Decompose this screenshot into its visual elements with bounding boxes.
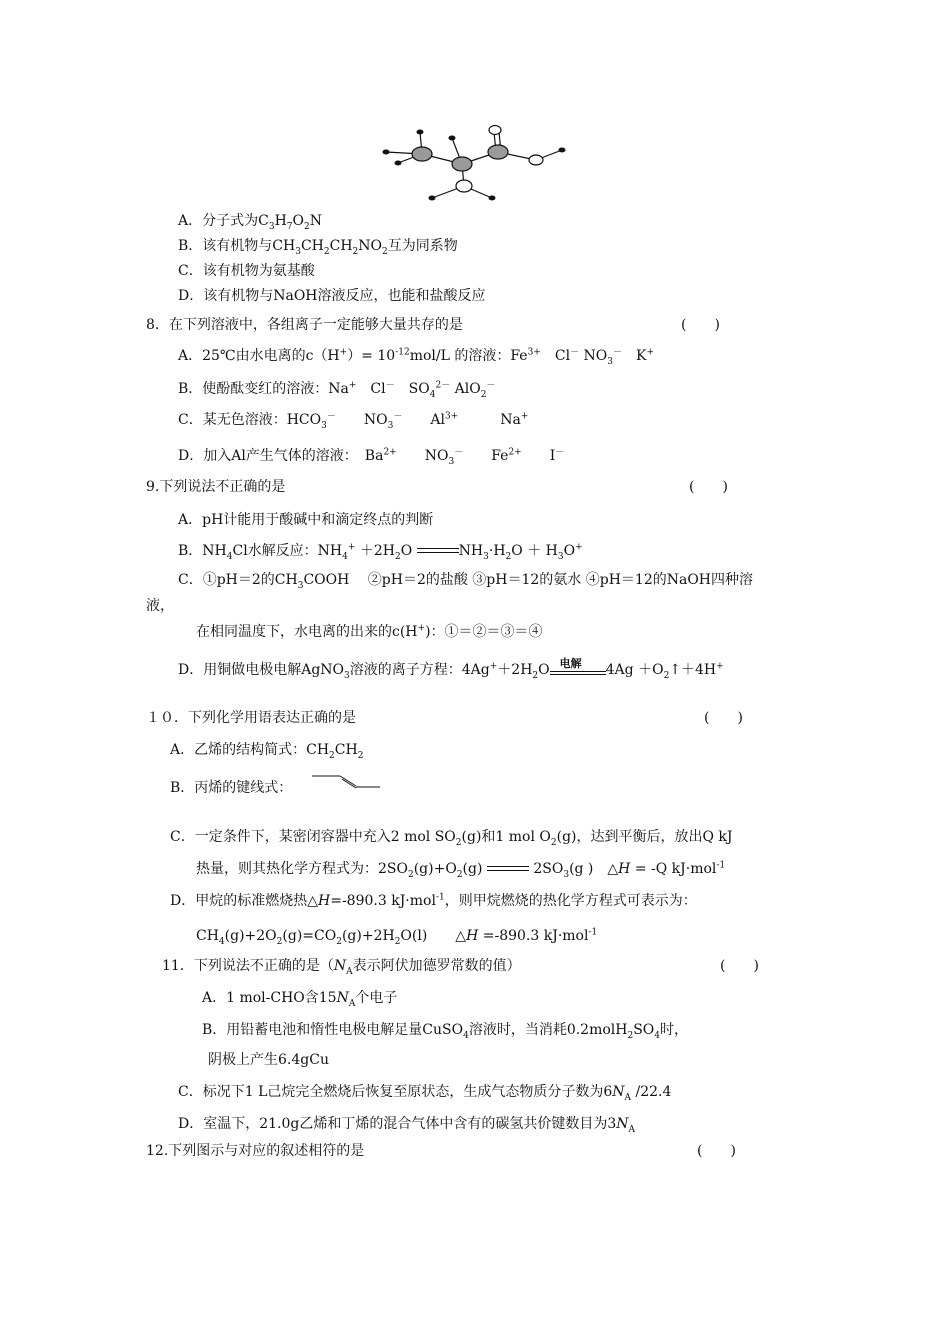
q7-option-d: D．该有机物与NaOH溶液反应，也能和盐酸反应 — [178, 288, 486, 304]
q9-option-c-line3: 在相同温度下，水电离的出来的c(H+)：①＝②＝③＝④ — [196, 623, 543, 640]
q8-stem: 8．在下列溶液中，各组离子一定能够大量共存的是 — [146, 317, 463, 333]
molecule-model-figure — [370, 118, 580, 208]
q10-option-d-line2: $CH_4(g)+2O_2(g)=CO_2(g)+2H_2O(l)$ △H =-890.3 kJ·mol$^{-1}$ — [196, 927, 598, 947]
q8-option-b: B．使酚酞变红的溶液：Na+ Cl－ $SO_4^{2-}$ AlO$_2$－ — [178, 380, 496, 400]
q11-stem: 11．下列说法不正确的是（$N_A$表示阿伏加德罗常数的值） — [162, 958, 521, 977]
q8-option-d: D．加入Al产生气体的溶液： $Ba^{2+}$ $NO_3^-$ $Fe^{2+}$ I－ — [178, 447, 565, 467]
q7-option-c: C．该有机物为氨基酸 — [178, 263, 315, 279]
q10-option-b: B．丙烯的键线式： — [170, 780, 293, 796]
q11-option-c: C．标况下1 L己烷完全燃烧后恢复至原状态，生成气态物质分子数为$6N_A$ /22.4 — [178, 1084, 672, 1103]
q11-option-b-line1: B．用铅蓄电池和惰性电极电解足量CuSO$_4$溶液时，当消耗$0.2molH_2SO_4$时， — [202, 1022, 689, 1041]
q11-option-d: D．室温下，21.0g乙烯和丁烯的混合气体中含有的碳氢共价键数目为$3N_A$ — [178, 1116, 636, 1135]
q9-answer-paren: ( ) — [689, 479, 728, 495]
electrolysis-label: 电解 — [559, 657, 582, 670]
q12-answer-paren: ( ) — [697, 1143, 736, 1159]
q10-stem: １０．下列化学用语表达正确的是 — [146, 710, 356, 726]
q8-option-c: C．某无色溶液：$HCO_3^-$ $NO_3^-$ $Al^{3+}$ Na+ — [178, 411, 529, 431]
q8-option-a: A．25℃由水电离的$c(H^+)= 10^{-12}mol/L$ 的溶液：$Fe^{3+}$ Cl－ $NO_3^-$ K+ — [178, 347, 655, 367]
q8-answer-paren: ( ) — [681, 317, 720, 333]
q10-option-c-line2: 热量，则其热化学方程式为：$2SO_2(g)+O_2(g)$ $2SO_3(g$ ) △H = -Q kJ·mol$^{-1}$ — [196, 860, 726, 880]
q10-option-c-line1: C．一定条件下，某密闭容器中充入2 mol $SO_2(g)$和1 mol $O_2(g)$，达到平衡后，放出Q kJ — [170, 829, 733, 848]
q9-stem: 9.下列说法不正确的是 — [146, 479, 286, 495]
propene-skeletal-formula — [312, 774, 382, 794]
q10-option-d-line1: D．甲烷的标准燃烧热△H=-890.3 kJ·mol$^{-1}$，则甲烷燃烧的热化学方程式可表示为： — [170, 892, 697, 909]
q9-option-d: D．用铜做电极电解AgNO$_3$溶液的离子方程：$4Ag^++2H_2O$ 电解 $4Ag +O_2↑+4H^+$ — [178, 660, 724, 680]
q11-answer-paren: ( ) — [720, 958, 759, 974]
q9-option-c-line1: C．①pH＝2的$CH_3COOH$ ②pH＝2的盐酸 ③pH＝12的氨水 ④pH＝12的NaOH四种溶 — [178, 572, 754, 591]
q11-option-a: A．1 mol-CHO含$15N_A$个电子 — [202, 990, 398, 1009]
q9-option-c-line2: 液， — [146, 598, 174, 614]
q7-option-b: B．该有机物与$CH_3CH_2CH_2NO_2$互为同系物 — [178, 238, 458, 257]
q10-answer-paren: ( ) — [704, 710, 743, 726]
q10-option-a: A．乙烯的结构简式：$CH_2CH_2$ — [170, 742, 364, 761]
q7-option-a: A．分子式为$C_3H_7O_2N$ — [178, 213, 322, 232]
q12-stem: 12.下列图示与对应的叙述相符的是 — [146, 1143, 365, 1159]
q9-option-b: B．$NH_4Cl$水解反应：$NH_4^+ +2H_2O$ $NH_3\cdot H_2O + H_3O^+$ — [178, 542, 583, 562]
q9-option-a: A．pH计能用于酸碱中和滴定终点的判断 — [178, 512, 434, 528]
q11-option-b-line2: 阴极上产生6.4gCu — [208, 1052, 329, 1068]
